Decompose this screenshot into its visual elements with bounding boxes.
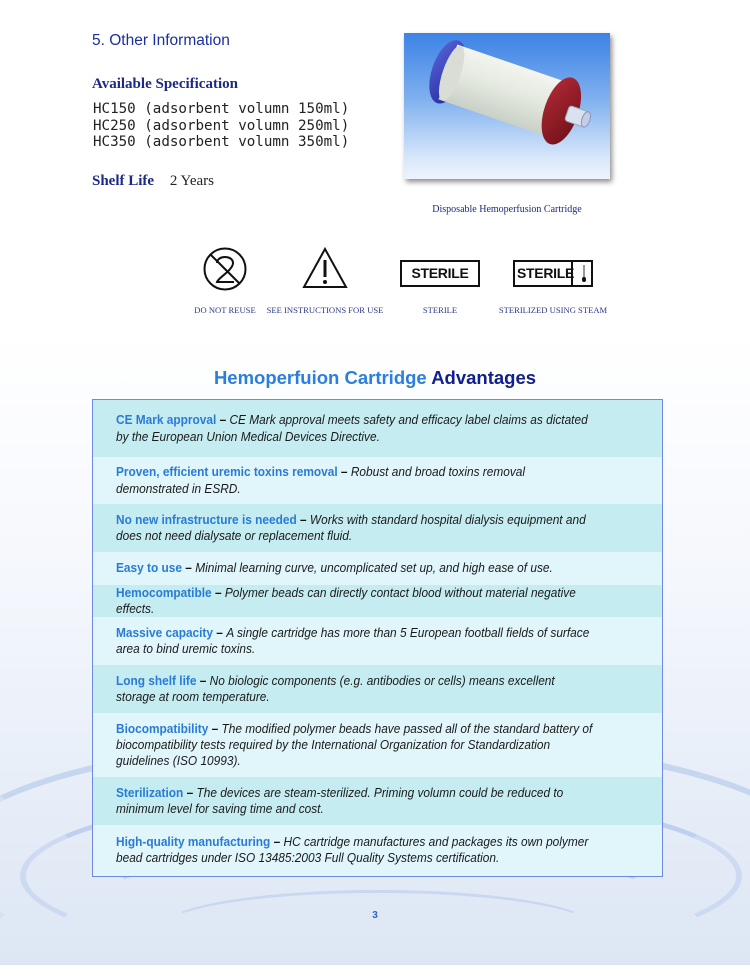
advantage-heading: Massive capacity	[116, 624, 214, 640]
cartridge-photo	[404, 33, 610, 179]
advantage-description: HC cartridge manufactures and packages its own polymer bead cartridges under ISO 13485:2003 Full Quality Systems certification.	[116, 833, 589, 865]
advantage-heading: Long shelf life	[116, 672, 197, 688]
advantage-row	[93, 504, 662, 552]
symbol-label: STERILIZED USING STEAM	[498, 305, 608, 315]
symbol-sterilized-steam	[498, 246, 608, 315]
shelf-life-value: 2 Years	[169, 173, 215, 189]
water-ripple-decoration	[160, 890, 596, 966]
advantage-description: Works with standard hospital dialysis equipment and does not need dialysate or replacement fluid.	[116, 511, 586, 543]
advantage-dash: –	[214, 584, 222, 600]
advantage-description: CE Mark approval meets safety and efficacy label claims as dictated by the European Union Medical Devices Directive.	[116, 412, 588, 444]
advantage-row	[93, 552, 662, 585]
advantage-row	[93, 777, 662, 825]
spec-list	[93, 101, 349, 151]
advantage-dash: –	[216, 624, 223, 640]
spec-title: Available Specification	[92, 76, 238, 92]
advantage-description: A single cartridge has more than 5 European football fields of surface area to bind uremic toxins.	[116, 624, 590, 656]
cartridge-illustration	[404, 33, 610, 179]
advantage-heading: Proven, efficient uremic toxins removal	[116, 464, 338, 480]
advantages-title-part1: Hemoperfuion Cartridge	[213, 367, 427, 388]
section-title: 5. Other Information	[92, 32, 230, 49]
spec-item: HC250 (adsorbent volumn 250ml)	[93, 117, 350, 134]
advantage-row	[93, 585, 662, 617]
advantage-row	[93, 665, 662, 713]
do-not-reuse-icon	[202, 246, 248, 292]
sterile-icon	[400, 260, 480, 287]
page-number: 3	[372, 910, 378, 921]
advantages-title	[0, 367, 750, 389]
advantage-dash: –	[219, 412, 227, 428]
thermometer-icon	[573, 262, 591, 285]
advantage-description: No biologic components (e.g. antibodies or cells) means excellent storage at room temperature.	[116, 672, 555, 704]
advantage-description: Polymer beads can directly contact blood without material negative effects.	[116, 584, 576, 616]
advantage-description: Minimal learning curve, uncomplicated set up, and high ease of use.	[195, 560, 553, 576]
symbols-row	[180, 246, 630, 326]
sterile-steam-icon	[513, 260, 593, 287]
advantages-title-part2: Advantages	[431, 367, 537, 388]
advantage-description: The devices are steam-sterilized. Priming volumn could be reduced to minimum level for saving time and cost.	[116, 784, 564, 816]
advantage-row	[93, 617, 662, 665]
shelf-life-label: Shelf Life	[92, 173, 155, 189]
advantage-dash: –	[186, 784, 194, 800]
advantage-heading: Biocompatibility	[116, 720, 209, 736]
spec-item: HC350 (adsorbent volumn 350ml)	[93, 134, 350, 150]
advantage-heading: Easy to use	[116, 560, 182, 576]
symbol-label: STERILE	[422, 305, 458, 315]
symbol-see-instructions	[266, 246, 384, 315]
advantage-dash: –	[273, 833, 281, 849]
advantage-dash: –	[185, 560, 192, 576]
advantage-heading: High-quality manufacturing	[116, 833, 271, 849]
advantage-heading: Sterilization	[116, 784, 184, 800]
advantages-box	[92, 399, 663, 877]
photo-caption: Disposable Hemoperfusion Cartridge	[432, 204, 582, 215]
advantage-description: The modified polymer beads have passed all of the standard battery of biocompatibility tests required by the International Organization for Standardization guidelines (ISO 10993).	[116, 720, 593, 769]
shelf-life	[92, 173, 214, 190]
advantage-description: Robust and broad toxins removal demonstrated in ESRD.	[116, 464, 526, 496]
advantage-dash: –	[199, 672, 207, 688]
advantage-row	[93, 400, 662, 457]
advantage-row	[93, 457, 662, 504]
symbol-label: SEE INSTRUCTIONS FOR USE	[266, 305, 384, 315]
advantage-heading: Hemocompatible	[116, 584, 212, 600]
advantage-dash: –	[340, 464, 348, 480]
spec-item: HC150 (adsorbent volumn 150ml)	[93, 101, 350, 117]
advantage-row	[93, 825, 662, 875]
symbol-do-not-reuse	[194, 246, 256, 315]
sterile-icon-text: STERILE	[411, 265, 469, 281]
advantage-row	[93, 713, 662, 777]
advantage-dash: –	[211, 720, 219, 736]
sterile-steam-icon-text: STERILE	[515, 262, 573, 285]
warning-triangle-icon	[301, 246, 349, 290]
symbol-sterile	[400, 246, 480, 315]
advantage-heading: CE Mark approval	[116, 412, 217, 428]
advantage-dash: –	[300, 511, 307, 527]
advantage-heading: No new infrastructure is needed	[116, 511, 297, 527]
symbol-label: DO NOT REUSE	[194, 305, 256, 315]
